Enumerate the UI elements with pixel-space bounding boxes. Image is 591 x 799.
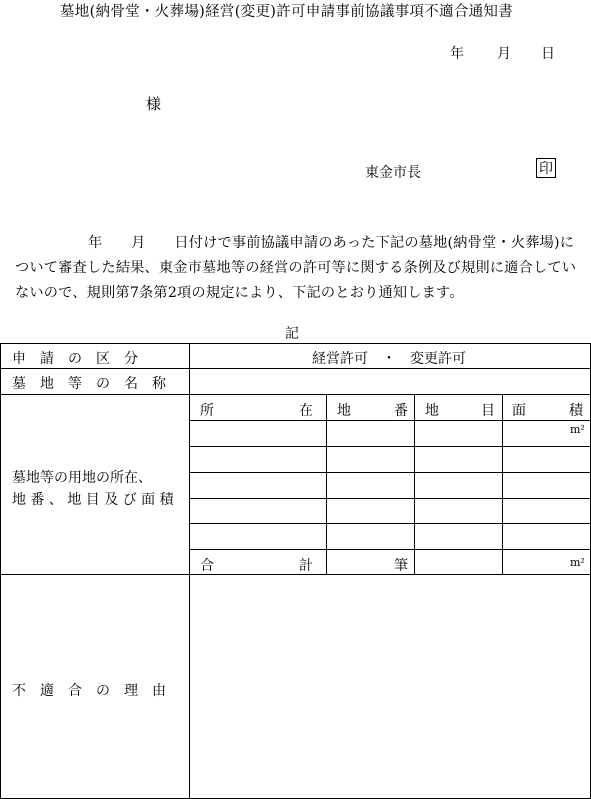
area-unit-label: m²: [570, 423, 585, 436]
body-line-2: ついて審査した結果、東金市墓地等の経営の許可等に関する条例及び規則に適合してい: [15, 260, 577, 276]
site-label-line-2: 地 番 、 地 目 及 び 面 積: [12, 492, 174, 508]
grid-line: [189, 472, 591, 473]
header-lot-2: 番: [394, 403, 408, 419]
grid-line: [189, 549, 591, 550]
table-border-top: [0, 343, 591, 344]
date-month: 月: [497, 46, 511, 62]
date-day: 日: [541, 46, 555, 62]
grid-line: [189, 420, 591, 421]
seal-stamp: 印: [536, 158, 556, 178]
header-lot-1: 地: [337, 403, 351, 419]
nonconformity-reason-label: 不 適 合 の 理 由: [12, 683, 166, 699]
row-divider: [0, 574, 591, 575]
grid-line: [189, 523, 591, 524]
application-table: [0, 343, 591, 799]
grid-column: [414, 394, 415, 574]
header-area-2: 積: [569, 403, 583, 419]
issuer-name: 東金市長: [365, 165, 421, 181]
application-type-label: 申 請 の 区 分: [12, 351, 138, 367]
total-label-1: 合: [200, 558, 214, 574]
header-location-1: 所: [200, 403, 214, 419]
site-label-line-1: 墓地等の用地の所在、: [12, 470, 152, 486]
document-title: 墓地(納骨堂・火葬場)経営(変更)許可申請事前協議事項不適合通知書: [60, 4, 514, 20]
total-label-2: 計: [299, 558, 313, 574]
row-divider: [0, 368, 591, 369]
header-area-1: 面: [512, 403, 526, 419]
grid-column: [502, 394, 503, 574]
note-heading: 記: [285, 326, 299, 342]
application-type-options: 経営許可 ・ 変更許可: [312, 351, 466, 367]
total-area-unit: m²: [570, 556, 585, 569]
header-location-2: 在: [299, 403, 313, 419]
label-column-divider: [189, 343, 190, 799]
grid-line: [189, 446, 591, 447]
grid-line: [189, 498, 591, 499]
facility-name-label: 墓 地 等 の 名 称: [12, 376, 166, 392]
date-year: 年: [450, 46, 464, 62]
addressee-suffix: 様: [146, 95, 162, 113]
body-line-1: 年 月 日付けで事前協議申請のあった下記の墓地(納骨堂・火葬場)に: [88, 235, 575, 251]
header-category-2: 目: [481, 403, 495, 419]
body-line-3: ないので、規則第7条第2項の規定により、下記のとおり通知します。: [15, 285, 464, 301]
lots-count-suffix: 筆: [394, 558, 408, 574]
header-category-1: 地: [425, 403, 439, 419]
grid-column: [326, 394, 327, 574]
table-border-left: [0, 343, 1, 799]
